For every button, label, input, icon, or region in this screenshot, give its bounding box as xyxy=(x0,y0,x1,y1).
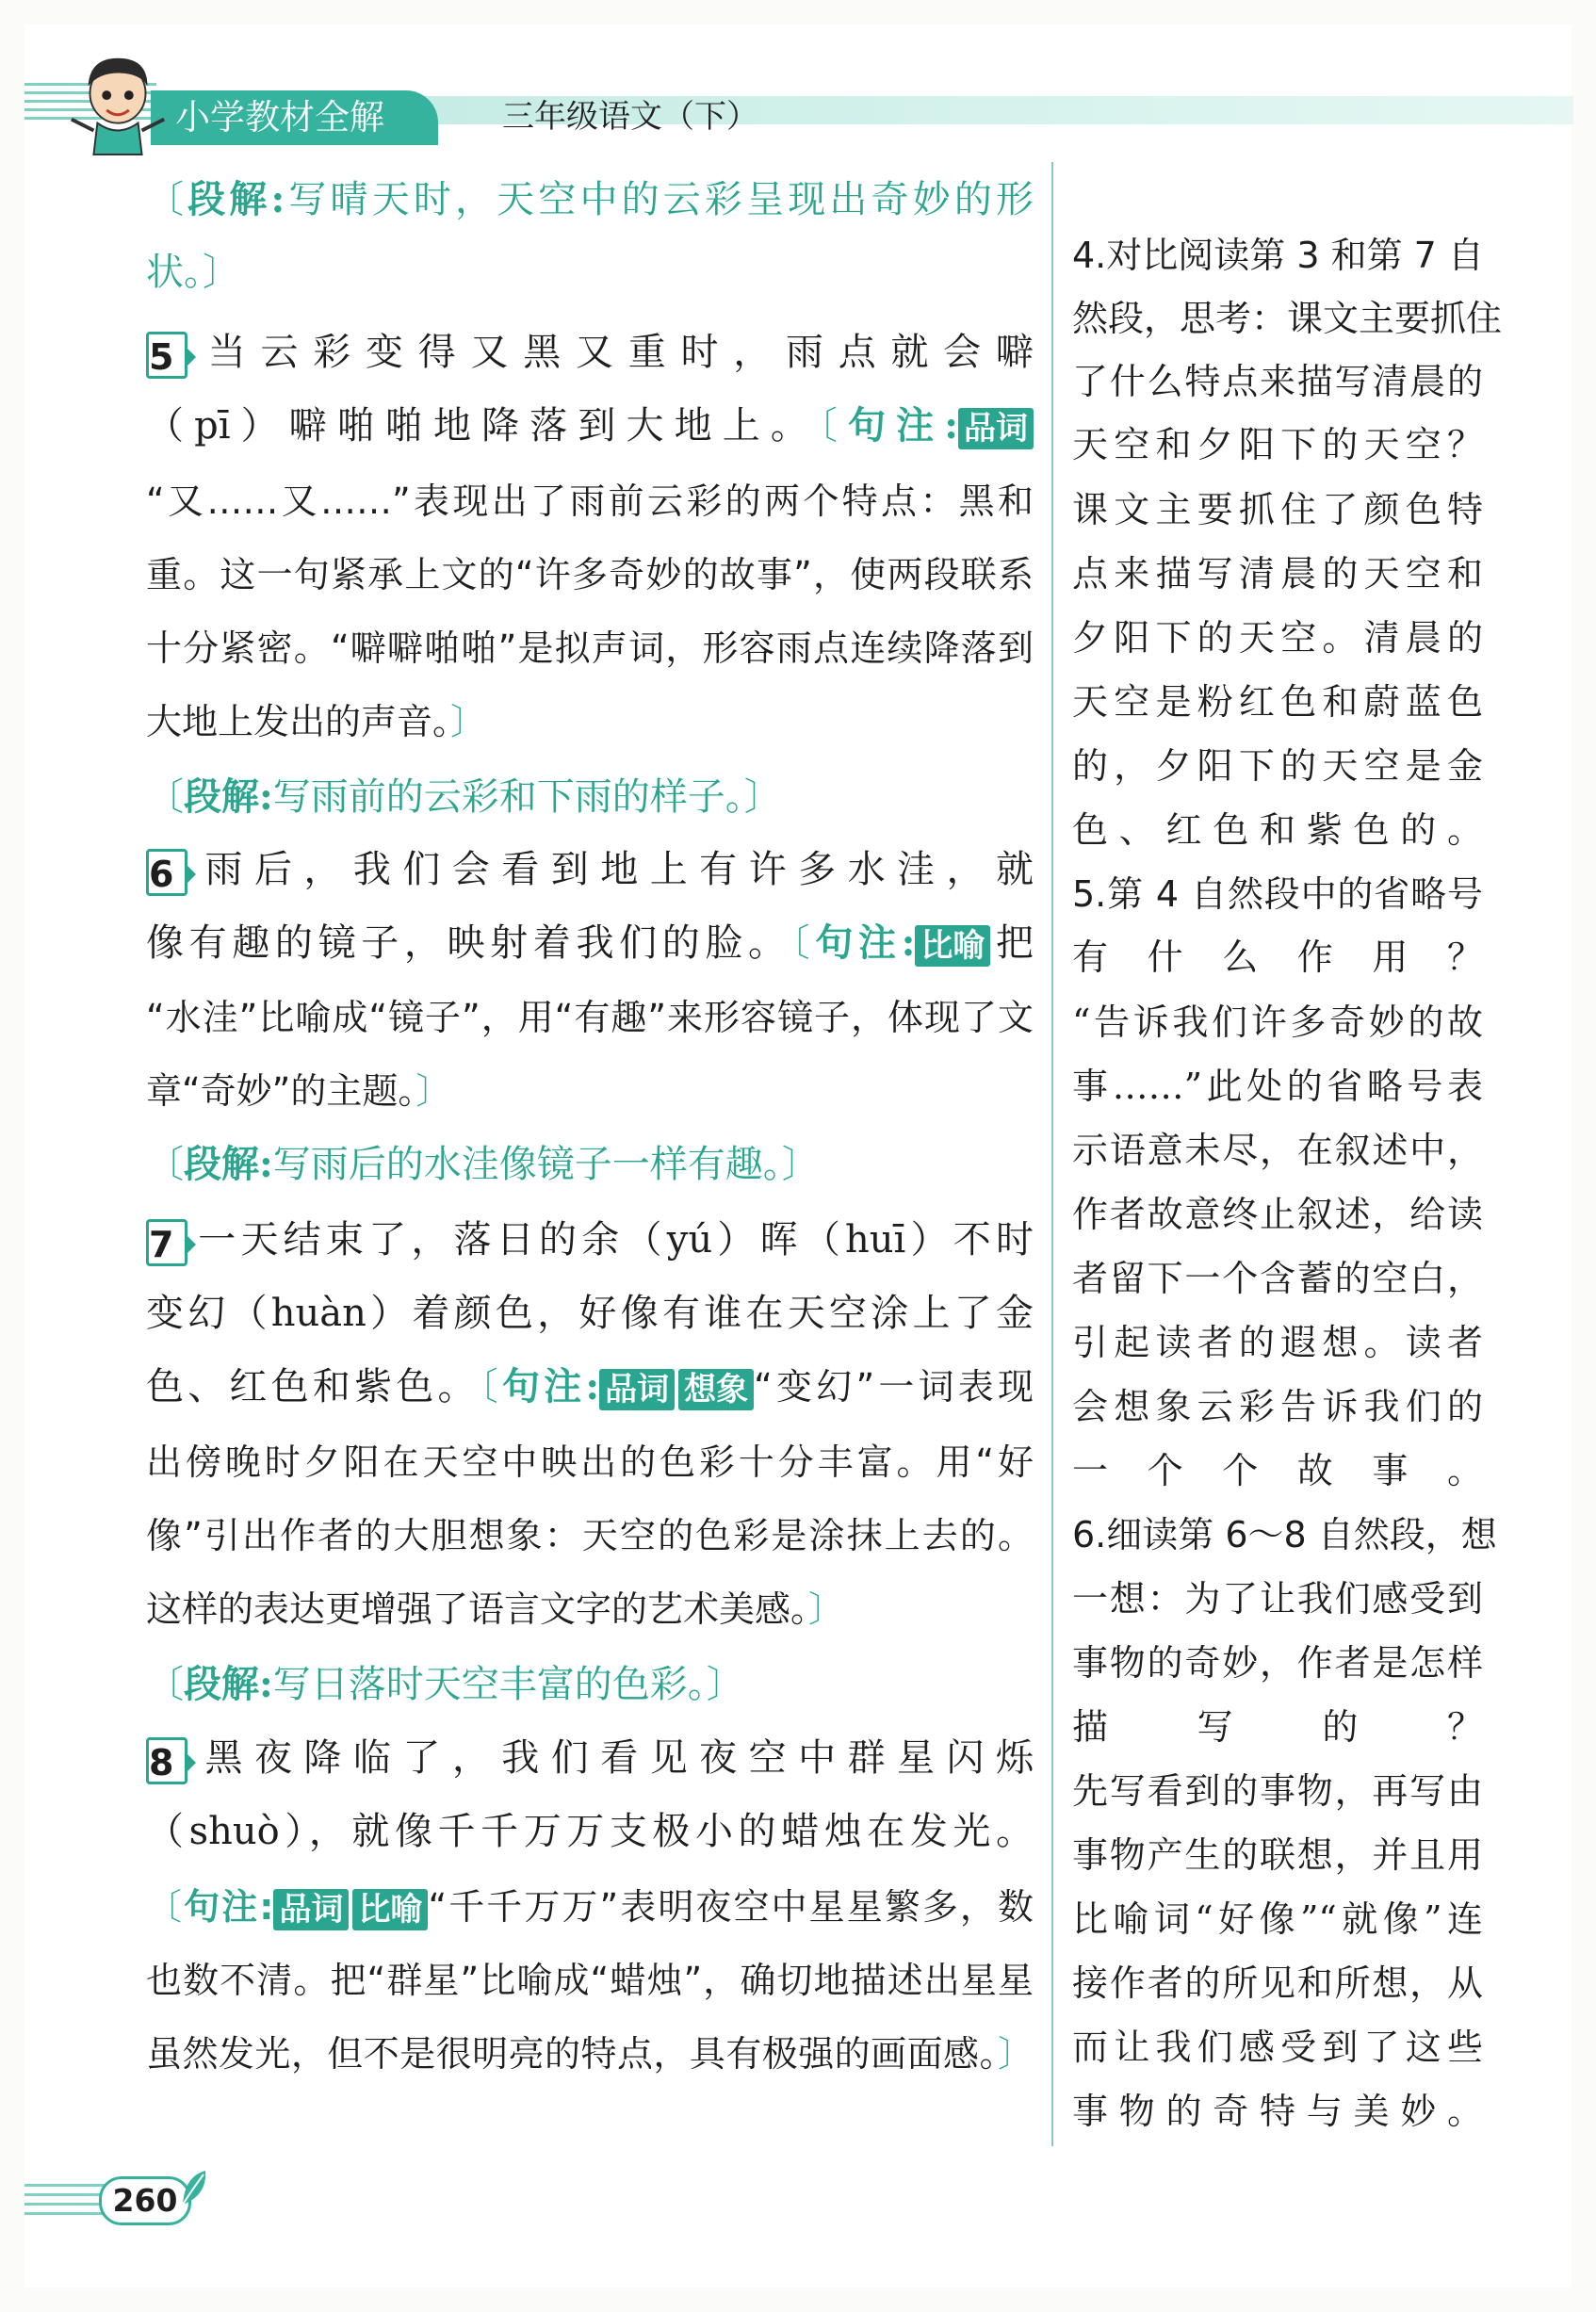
text-segment: 出傍晚时夕阳在天空中映出的色彩十分丰富。用“好 xyxy=(146,1441,1034,1483)
text-segment: 写雨后的水洼像镜子一样有趣。 xyxy=(272,1143,782,1186)
paragraph-number: 7 xyxy=(146,1219,187,1266)
paragraph-number: 8 xyxy=(146,1737,187,1784)
series-title: 小学教材全解 xyxy=(151,90,438,145)
text-segment: 〕 xyxy=(743,775,782,819)
text-segment: “变幻”一词表现 xyxy=(754,1366,1034,1408)
paragraph-number: 6 xyxy=(146,849,187,896)
text-line xyxy=(146,1807,1034,1856)
boy-mascot-icon xyxy=(62,45,173,156)
text-segment: 〕 xyxy=(706,1663,744,1706)
text-segment: “千千万万”表明夜空中星星繁多，数 xyxy=(428,1886,1034,1928)
answer-line: 比喻词“好像”“就像”连 xyxy=(1072,1898,1483,1940)
answer-line: 作者故意终止叙述，给读 xyxy=(1072,1194,1483,1235)
text-segment: 状。 xyxy=(146,251,203,294)
answer-line: 的，夕阳下的天空是金 xyxy=(1072,745,1483,787)
text-line xyxy=(146,1362,1034,1411)
text-segment: 写日落时天空丰富的色彩。 xyxy=(272,1663,707,1706)
text-segment: 变幻（huàn）着颜色，好像有谁在天空涂上了金 xyxy=(146,1292,1034,1335)
text-line xyxy=(146,550,1034,599)
text-segment: 〕 xyxy=(450,701,487,742)
text-segment: （pī）噼啪啪地降落到大地上。 xyxy=(146,404,819,448)
text-segment: 也数不清。把“群星”比喻成“蜡烛”，确切地描述出星星 xyxy=(146,1960,1034,2001)
text-segment: 虽然发光，但不是很明亮的特点，具有极强的画面感。 xyxy=(146,2033,998,2075)
text-segment: 〔 xyxy=(818,404,849,448)
text-segment: 雨后，我们会看到地上有许多水洼，就 xyxy=(193,848,1034,891)
text-line xyxy=(146,1215,1034,1266)
answer-line: “告诉我们许多奇妙的故 xyxy=(1072,1001,1483,1043)
text-segment: 〔 xyxy=(479,1365,502,1408)
answer-line: 夕阳下的天空。清晨的 xyxy=(1072,617,1483,659)
question-line: 然段，思考：课文主要抓住 xyxy=(1072,298,1503,339)
text-segment: 段解: xyxy=(187,177,285,221)
text-line xyxy=(146,1956,1034,2005)
text-segment: 十分紧密。“噼噼啪啪”是拟声词，形容雨点连续降落到 xyxy=(146,627,1034,669)
annotation-tag: 比喻 xyxy=(352,1889,428,1930)
text-line xyxy=(146,1438,1034,1487)
answer-line: 色、红色和紫色的。 xyxy=(1072,809,1483,851)
page-number: 260 xyxy=(99,2176,191,2225)
text-segment: 句注: xyxy=(848,403,958,448)
text-line xyxy=(146,1585,1034,1634)
text-line xyxy=(146,773,1034,822)
question-line: 5.第 4 自然段中的省略号 xyxy=(1072,873,1483,915)
text-segment: 句注: xyxy=(815,920,916,965)
answer-line: 点来描写清晨的天空和 xyxy=(1072,553,1483,594)
answer-line: 事物产生的联想，并且用 xyxy=(1072,1834,1483,1876)
text-segment: 章“奇妙”的主题。 xyxy=(146,1070,416,1112)
question-line: 一想：为了让我们感受到 xyxy=(1072,1578,1483,1620)
text-line xyxy=(146,477,1034,526)
text-line xyxy=(146,1882,1034,1931)
text-segment: 〔 xyxy=(790,921,816,965)
text-segment: 段解: xyxy=(184,774,273,819)
text-segment: 写雨前的云彩和下雨的样子。 xyxy=(272,775,744,819)
text-segment: 色、红色和紫色。 xyxy=(146,1365,480,1408)
answer-line: 一个个故事。 xyxy=(1072,1450,1483,1491)
text-segment: 〕 xyxy=(781,1143,820,1186)
text-line xyxy=(146,1660,1034,1709)
text-segment: “又……又……”表现出了雨前云彩的两个特点：黑和 xyxy=(146,480,1034,522)
text-segment: 〔 xyxy=(146,1143,184,1186)
text-segment: 〔 xyxy=(146,1663,184,1706)
text-line xyxy=(146,1289,1034,1338)
text-line xyxy=(146,1511,1034,1560)
footer-decoration-lines xyxy=(24,2184,109,2222)
text-segment: 〔 xyxy=(146,775,184,819)
answer-line: 课文主要抓住了颜色特 xyxy=(1072,489,1483,530)
text-segment: 句注: xyxy=(184,1886,274,1928)
text-segment: 黑夜降临了，我们看见夜空中群星闪烁 xyxy=(193,1736,1034,1780)
text-segment: 段解: xyxy=(184,1662,273,1706)
text-segment: 句注: xyxy=(501,1364,600,1408)
text-segment: （shuò），就像千千万万支极小的蜡烛在发光。 xyxy=(146,1810,1034,1853)
annotation-tag: 比喻 xyxy=(915,925,990,967)
text-segment: 这样的表达更增强了语言文字的艺术美感。 xyxy=(146,1588,809,1630)
question-line: 天空和夕阳下的天空？ xyxy=(1072,424,1483,465)
text-line xyxy=(146,328,1034,379)
text-line xyxy=(146,248,1034,297)
answer-line: 而让我们感受到了这些 xyxy=(1072,2027,1483,2068)
text-line xyxy=(146,175,1034,224)
text-segment: 〕 xyxy=(203,251,240,294)
text-segment: 把 xyxy=(990,921,1034,965)
text-segment: 当云彩变得又黑又重时，雨点就会噼 xyxy=(193,331,1034,374)
answer-line: 先写看到的事物，再写由 xyxy=(1072,1770,1483,1812)
question-line: 4.对比阅读第 3 和第 7 自 xyxy=(1072,235,1484,276)
text-segment: 像有趣的镜子，映射着我们的脸。 xyxy=(146,921,791,965)
text-segment: 〔 xyxy=(146,178,188,221)
text-line xyxy=(146,1734,1034,1784)
paragraph-number: 5 xyxy=(146,332,187,379)
answer-line: 事……”此处的省略号表 xyxy=(1072,1066,1483,1107)
text-line xyxy=(146,624,1034,673)
text-segment: “水洼”比喻成“镜子”，用“有趣”来形容镜子，体现了文 xyxy=(146,997,1034,1038)
question-line: 描写的？ xyxy=(1072,1706,1483,1748)
text-segment: 像”引出作者的大胆想象：天空的色彩是涂抹上去的。 xyxy=(146,1515,1034,1556)
answer-line: 示语意未尽，在叙述中， xyxy=(1072,1130,1483,1171)
annotation-tag: 品词 xyxy=(958,408,1034,449)
text-segment: 〕 xyxy=(808,1588,845,1630)
question-line: 有什么作用？ xyxy=(1072,936,1483,978)
text-line xyxy=(146,697,1034,746)
text-line xyxy=(146,845,1034,896)
answer-line: 接作者的所见和所想，从 xyxy=(1072,1962,1483,2004)
text-segment: 〕 xyxy=(997,2033,1034,2075)
text-line xyxy=(146,1066,1034,1115)
annotation-tag: 品词 xyxy=(599,1369,675,1410)
text-line xyxy=(146,919,1034,968)
answer-line: 会想象云彩告诉我们的 xyxy=(1072,1386,1483,1427)
answer-line: 事物的奇特与美妙。 xyxy=(1072,2091,1483,2132)
text-line xyxy=(146,401,1034,450)
text-segment: 重。这一句紧承上文的“许多奇妙的故事”，使两段联系 xyxy=(146,554,1034,595)
text-segment: 段解: xyxy=(184,1142,273,1186)
annotation-tag: 想象 xyxy=(678,1369,754,1410)
text-segment: 一天结束了，落日的余（yú）晖（huī）不时 xyxy=(193,1218,1034,1262)
question-line: 了什么特点来描写清晨的 xyxy=(1072,361,1483,402)
text-segment: 〕 xyxy=(415,1070,452,1112)
text-segment: 〔 xyxy=(146,1886,185,1928)
leaf-icon xyxy=(179,2167,209,2208)
text-segment: 大地上发出的声音。 xyxy=(146,701,451,742)
text-line xyxy=(146,1140,1034,1189)
question-line: 事物的奇妙，作者是怎样 xyxy=(1072,1642,1483,1684)
answer-line: 天空是粉红色和蔚蓝色 xyxy=(1072,681,1483,723)
text-segment: 写晴天时，天空中的云彩呈现出奇妙的形 xyxy=(285,178,1034,221)
column-divider xyxy=(1051,162,1053,2146)
question-line: 6.细读第 6～8 自然段，想 xyxy=(1072,1514,1497,1555)
subject-title: 三年级语文（下） xyxy=(502,98,758,136)
text-line xyxy=(146,2029,1034,2078)
answer-line: 引起读者的遐想。读者 xyxy=(1072,1322,1483,1363)
answer-line: 者留下一个含蓄的空白， xyxy=(1072,1258,1483,1299)
annotation-tag: 品词 xyxy=(273,1889,349,1930)
text-line xyxy=(146,993,1034,1042)
